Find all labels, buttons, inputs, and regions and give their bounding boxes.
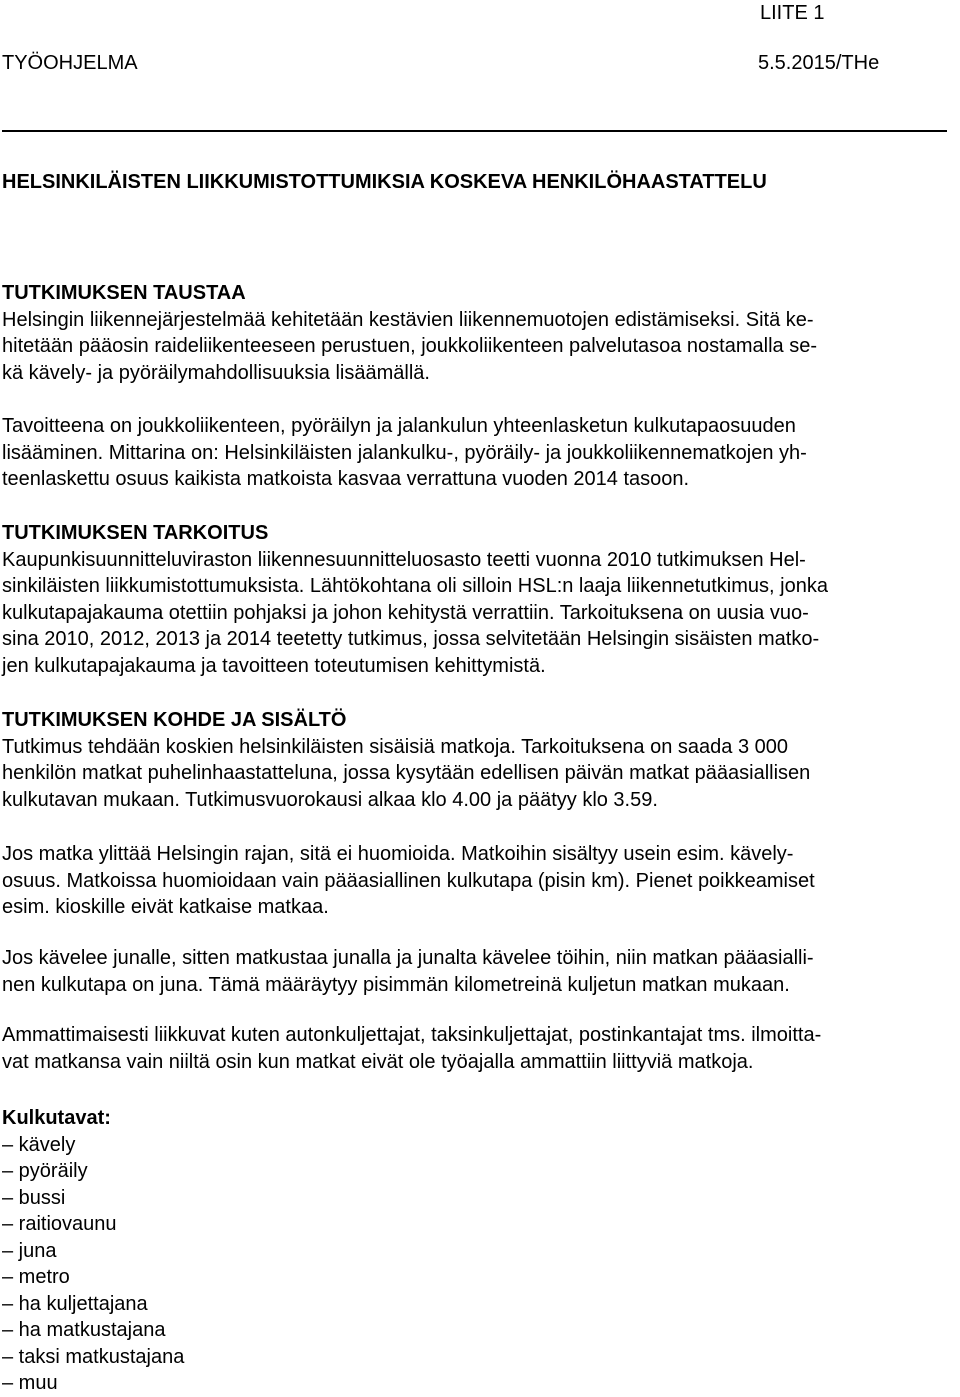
list-item: – ha matkustajana <box>2 1319 166 1341</box>
paragraph-line: kulkutavan mukaan. Tutkimusvuorokausi alkaa klo 4.00 ja päätyy klo 3.59. <box>2 788 658 811</box>
paragraph-line: osuus. Matkoissa huomioidaan vain pääasiallinen kulkutapa (pisin km). Pienet poikkeamiset <box>2 869 815 892</box>
attachment-label: LIITE 1 <box>760 2 825 24</box>
paragraph-line: Tavoitteena on joukkoliikenteen, pyöräilyn ja jalankulun yhteenlasketun kulkutapaosuuden <box>2 415 796 437</box>
list-item: – kävely <box>2 1133 76 1156</box>
document-type: TYÖOHJELMA <box>2 52 138 74</box>
paragraph-line: Jos matka ylittää Helsingin rajan, sitä ei huomioida. Matkoihin sisältyy usein esim. kävely- <box>2 843 794 865</box>
main-title: HELSINKILÄISTEN LIIKKUMISTOTTUMIKSIA KOSKEVA HENKILÖHAASTATTELU <box>2 171 767 193</box>
paragraph-line: henkilön matkat puhelinhaastatteluna, jossa kysytään edellisen päivän matkat pääasiallisen <box>2 762 811 784</box>
paragraph-line: jen kulkutapajakauma ja tavoitteen toteutumisen kehittymistä. <box>2 654 546 677</box>
section-scope-professionals <box>2 1022 950 1075</box>
list-item: – metro <box>2 1266 70 1288</box>
section-heading: TUTKIMUKSEN TAUSTAA <box>2 282 246 304</box>
section-heading: TUTKIMUKSEN KOHDE JA SISÄLTÖ <box>2 709 347 731</box>
list-item: – pyöräily <box>2 1160 88 1182</box>
paragraph-line: Kaupunkisuunnitteluviraston liikennesuunnitteluosasto teetti vuonna 2010 tutkimuksen Hel- <box>2 548 806 571</box>
paragraph-line: Ammattimaisesti liikkuvat kuten autonkuljettajat, taksinkuljettajat, postinkantajat tms. ilmoitta- <box>2 1024 822 1046</box>
paragraph-line: hitetään pääosin raideliikenteeseen perustuen, joukkoliikenteen palvelutasoa nostamalla se- <box>2 335 817 357</box>
list-item: – muu <box>2 1372 58 1394</box>
modes-heading: Kulkutavat: <box>2 1107 111 1129</box>
paragraph-line: kä kävely- ja pyöräilymahdollisuuksia lisäämällä. <box>2 361 430 384</box>
list-item: – juna <box>2 1239 57 1262</box>
paragraph-line: Helsingin liikennejärjestelmää kehitetään kestävien liikennemuotojen edistämiseksi. Sitä ke- <box>2 308 814 331</box>
section-scope-example <box>2 945 950 998</box>
paragraph-line: kulkutapajakauma otettiin pohjaksi ja johon kehitystä verrattiin. Tarkoituksena on uusia vuo- <box>2 601 809 624</box>
paragraph-line: Tutkimus tehdään koskien helsinkiläisten sisäisiä matkoja. Tarkoituksena on saada 3 000 <box>2 735 788 758</box>
section-background <box>2 280 950 386</box>
section-modes <box>2 1105 950 1397</box>
section-purpose <box>2 520 950 679</box>
paragraph-line: lisääminen. Mittarina on: Helsinkiläisten jalankulku-, pyöräily- ja joukkoliikennematkojen yh- <box>2 441 807 464</box>
section-scope <box>2 707 950 813</box>
paragraph-line: nen kulkutapa on juna. Tämä määräytyy pisimmän kilometreinä kuljetun matkan mukaan. <box>2 973 790 996</box>
paragraph-line: Jos kävelee junalle, sitten matkustaa junalla ja junalta kävelee töihin, niin matkan pääasialli- <box>2 947 814 969</box>
paragraph-line: vat matkansa vain niiltä osin kun matkat eivät ole työajalla ammattiin liittyviä matkoja. <box>2 1050 754 1073</box>
paragraph-line: esim. kioskille eivät katkaise matkaa. <box>2 896 329 918</box>
section-heading: TUTKIMUKSEN TARKOITUS <box>2 522 269 544</box>
paragraph-line: sina 2010, 2012, 2013 ja 2014 teetetty tutkimus, jossa selvitetään Helsingin sisäisten matko- <box>2 628 820 650</box>
section-background-goal <box>2 413 950 493</box>
document-date: 5.5.2015/THe <box>758 52 880 74</box>
list-item: – raitiovaunu <box>2 1213 117 1235</box>
list-item: – taksi matkustajana <box>2 1345 185 1368</box>
paragraph-line: sinkiläisten liikkumistottumuksista. Lähtökohtana oli silloin HSL:n laaja liikennetutkimus, jonka <box>2 575 828 597</box>
header-divider <box>2 130 947 132</box>
list-item: – bussi <box>2 1186 66 1209</box>
list-item: – ha kuljettajana <box>2 1292 148 1315</box>
section-scope-border <box>2 841 950 921</box>
paragraph-line: teenlaskettu osuus kaikista matkoista kasvaa verrattuna vuoden 2014 tasoon. <box>2 468 690 490</box>
